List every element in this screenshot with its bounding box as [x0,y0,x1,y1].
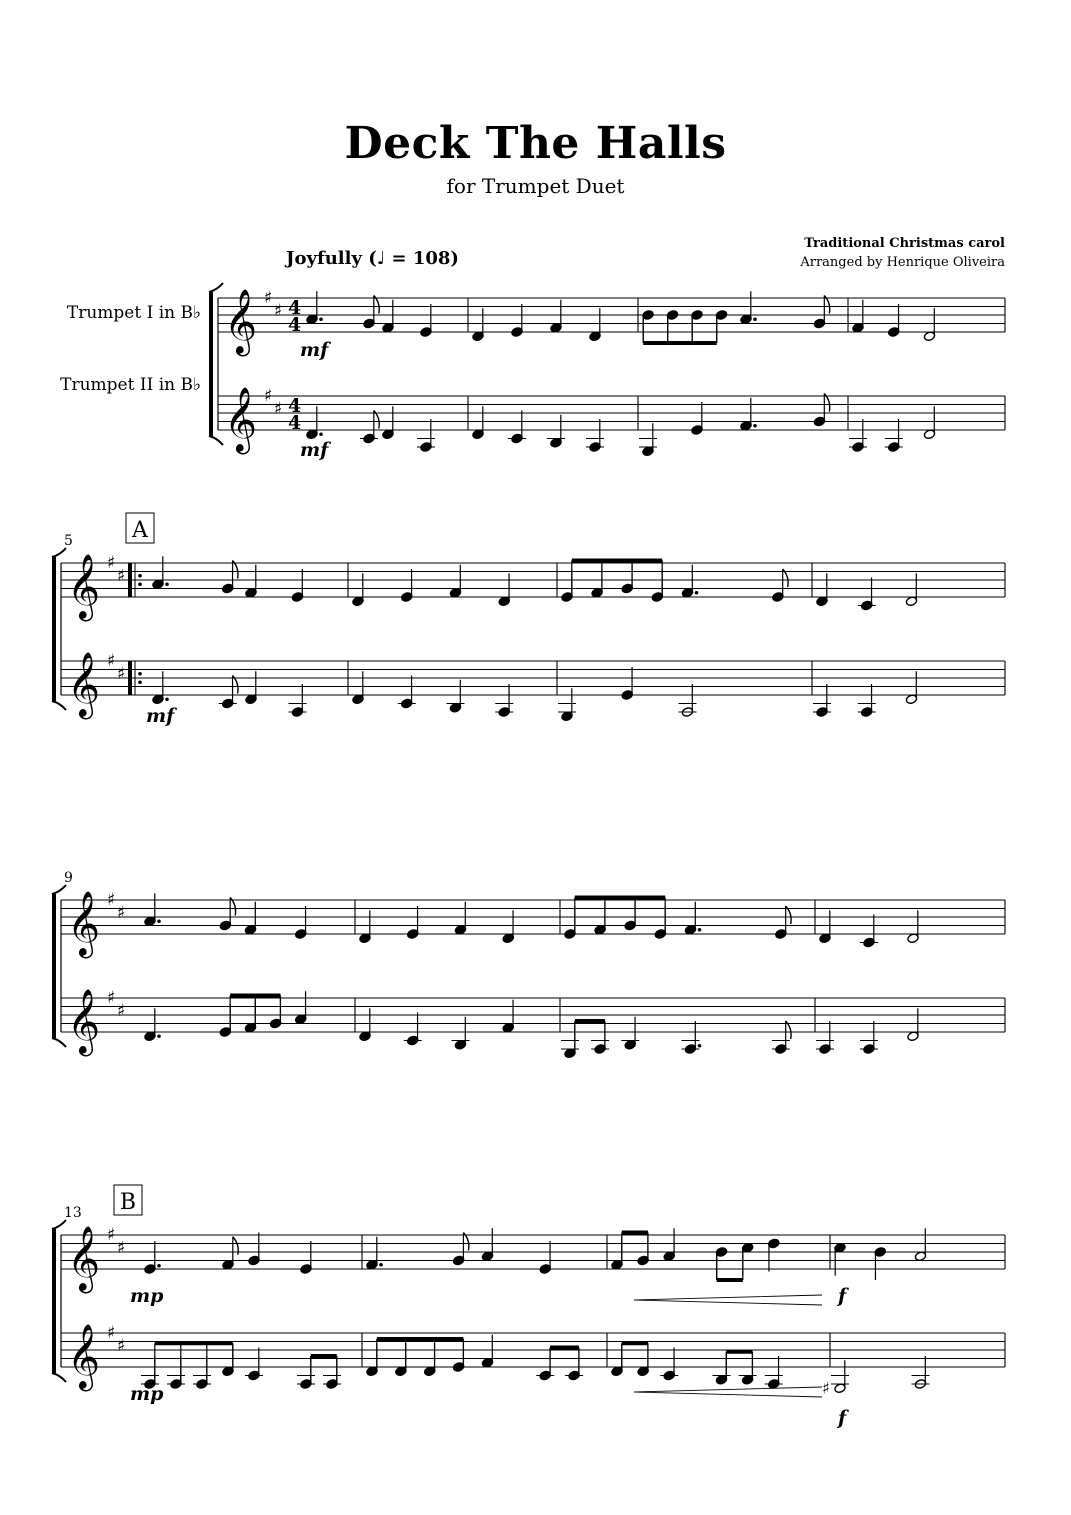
sharp-sign-icon: ♯ [117,663,126,684]
system-bracket [52,894,56,1038]
augmentation-dot [379,1263,383,1267]
treble-clef-icon: 𝄞 [224,387,258,452]
repeat-dot [138,582,142,586]
quarter-note-icon: ♩ [376,248,386,269]
augmentation-dot [319,432,323,436]
measure-number: 5 [64,533,73,549]
time-signature-denominator: 4 [288,314,302,336]
crescendo-hairpin [634,1295,822,1305]
treble-clef-icon: 𝄞 [67,652,101,717]
augmentation-dot [698,928,702,932]
system-bracket-hook [52,1373,66,1382]
augmentation-dot [157,1034,161,1038]
treble-clef-icon: 𝄞 [67,891,101,956]
repeat-barline-thick [128,661,132,695]
treble-clef-icon: 𝄞 [224,289,258,354]
sharp-sign-icon: ♯ [107,553,116,573]
rehearsal-mark: A [132,518,148,543]
score-title: Deck The Halls [344,118,727,169]
dynamic-mf: mf [146,705,175,727]
sharp-sign-icon: ♯ [117,1237,126,1258]
sharp-sign-icon: ♯ [107,1323,116,1343]
dynamic-mf: mf [300,339,329,361]
augmentation-dot [753,317,757,321]
arranger-credit: Arranged by Henrique Oliveira [800,255,1005,270]
augmentation-dot [157,1264,161,1268]
sharp-sign-icon: ♯ [264,288,273,308]
sharp-sign-icon: ♯ [274,300,283,321]
repeat-dot [138,574,142,578]
sharp-sign-icon: ♯ [274,398,283,419]
augmentation-dot [157,919,161,923]
dynamic-mf: mf [300,439,329,461]
augmentation-dot [165,582,169,586]
system-bracket-hook [52,885,66,894]
instrument-label-trumpet-2: Trumpet II in B♭ [60,375,201,395]
score-subtitle: for Trumpet Duet [446,174,625,198]
treble-clef-icon: 𝄞 [67,1324,101,1389]
sharp-sign-icon: ♯ [117,565,126,586]
measure-number: 9 [64,870,73,886]
system-bracket-hook [52,1220,66,1229]
sharp-sign-icon: ♯ [117,902,126,923]
dynamic-mp: mp [130,1285,164,1307]
repeat-dot [138,680,142,684]
measure-number: 13 [64,1205,82,1221]
treble-clef-icon: 𝄞 [67,1226,101,1291]
sharp-sign-icon: ♯ [107,988,116,1008]
time-signature-numerator: 4 [288,395,302,417]
sharp-sign-icon: ♯ [107,651,116,671]
dynamic-f: f [838,1285,847,1307]
sharp-sign-icon: ♯ [107,890,116,910]
dynamic-f: f [838,1407,847,1429]
sharp-sign-icon: ♯ [107,1225,116,1245]
augmentation-dot [319,317,323,321]
time-signature-numerator: 4 [288,297,302,319]
repeat-dot [138,672,142,676]
sharp-sign-icon: ♯ [264,386,273,406]
system-bracket-hook [209,283,223,292]
repeat-barline-thick [128,563,132,597]
crescendo-hairpin [634,1387,822,1397]
composer-credit: Traditional Christmas carol [804,236,1005,251]
rehearsal-mark: B [119,1190,137,1215]
system-bracket-hook [209,436,223,445]
sharp-sign-icon: ♯ [117,1335,126,1356]
tempo-value: = 108) [385,248,459,269]
augmentation-dot [695,591,699,595]
treble-clef-icon: 𝄞 [67,989,101,1054]
system-bracket-hook [52,548,66,557]
augmentation-dot [753,424,757,428]
dynamic-mp: mp [130,1383,164,1405]
time-signature-denominator: 4 [288,412,302,434]
system-bracket [52,1229,56,1373]
sharp-sign-icon: ♯ [117,1000,126,1021]
system-bracket [52,557,56,701]
system-bracket [209,292,213,436]
sharp-sign-icon: ♯ [822,1378,830,1398]
instrument-label-trumpet-1: Trumpet I in B♭ [66,303,201,323]
treble-clef-icon: 𝄞 [67,554,101,619]
system-bracket-hook [52,701,66,710]
augmentation-dot [165,697,169,701]
tempo-text: Joyfully ( [286,248,377,269]
system-bracket-hook [52,1038,66,1047]
augmentation-dot [698,1044,702,1048]
